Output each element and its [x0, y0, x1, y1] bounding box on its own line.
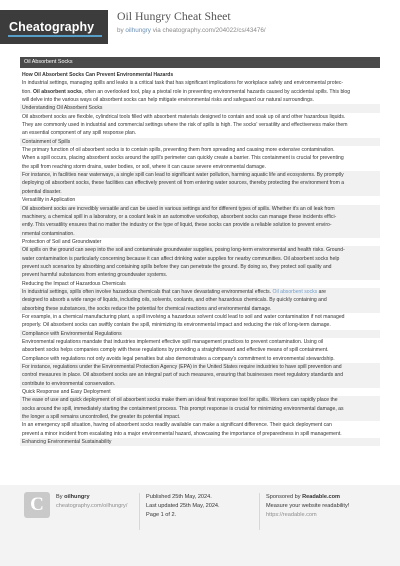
- sponsor-tagline: Measure your website readability!: [266, 503, 350, 509]
- footer-author-url[interactable]: cheatography.com/oilhungry/: [56, 503, 128, 509]
- content-line: In industrial settings, managing spills and leaks is a critical task that has significant implications for workplace safety and environmental protec-: [22, 80, 344, 87]
- section-content: [20, 71, 380, 484]
- content-line: water contamination is particularly concerning because it can affect drinking water supplies for nearby communities. Oil absorbent socks help: [20, 255, 380, 263]
- content-line: The primary function of oil absorbent socks is to contain spills, preventing them from spreading and causing more extensive contamination.: [22, 147, 335, 154]
- content-line: control measures in place. Oil absorbent socks are an integral part of such measures, ensuring that businesses meet regulatory standards and: [20, 371, 380, 379]
- inline-bold-term: Oil absorbent socks: [33, 88, 82, 95]
- footer-sponsor-column: [266, 493, 349, 520]
- content-line: prevent a minor incident from escalating into a major environmental hazard, showcasing the importance of preparedness in spill management.: [22, 430, 342, 437]
- sponsor-name[interactable]: Readable.com: [302, 494, 341, 500]
- content-line: Oil spills on the ground can seep into the soil and contaminate groundwater supplies, posing long-term environmental and health risks. Ground-: [20, 246, 380, 254]
- content-line: prevent such scenarios by absorbing and containing spills before they can penetrate the ground. By doing so, they protect soil quality and: [20, 263, 380, 271]
- logo-text: Cheatography: [9, 20, 95, 34]
- logo-underline: [8, 35, 102, 37]
- content-line: Versatility in Application: [22, 197, 76, 204]
- title-block: [117, 9, 266, 34]
- sponsor-prefix: Sponsored by: [266, 494, 301, 500]
- author-avatar: C: [24, 492, 50, 518]
- content-line: designed to absorb a wide range of liquids, including oils, solvents, coolants, and other hazardous chemicals. By quickly containing and: [20, 296, 380, 304]
- page-number: Page 1 of 2.: [146, 512, 177, 518]
- content-line: Protection of Soil and Groundwater: [22, 238, 102, 245]
- content-line: Containment of Spills: [20, 138, 380, 146]
- content-line: properly. Oil absorbent socks can swiftly contain the spill, minimizing its environmental impact and reducing the risk of long-term damage.: [22, 322, 331, 329]
- content-line: an essential component of any spill response plan.: [22, 130, 137, 137]
- sponsor-url[interactable]: https://readable.com: [266, 512, 317, 518]
- content-line: For instance, regulations under the Environmental Protection Agency (EPA) in the United States require industries to have spill prevention and: [20, 363, 380, 371]
- footer-dates-column: [146, 493, 220, 520]
- content-line: deploying oil absorbent socks, these facilities can effectively prevent oil from entering water sources, thereby protecting the environment from a: [20, 179, 380, 187]
- section-header: Oil Absorbent Socks: [20, 57, 380, 68]
- content-line: In industrial settings, spills often involve hazardous chemicals that can have devastating environmental effects. Oil absorbent socks are: [20, 288, 380, 296]
- footer-divider: [259, 493, 260, 530]
- updated-date: Last updated 25th May, 2024.: [146, 503, 220, 509]
- byline-author-link[interactable]: oilhungry: [125, 27, 151, 34]
- content-line: Environmental regulations mandate that industries implement effective spill management practices to prevent contamination. Using oil: [22, 339, 324, 345]
- content-line: ently. This versatility ensures that no matter the industry or the type of liquid, these socks can provide a reliable solution to prevent enviro-: [20, 221, 380, 229]
- content-line: The ease of use and quick deployment of oil absorbent socks make them an ideal first response tool for spills. Workers can rapidly place the: [20, 396, 380, 404]
- content-line: In an emergency spill situation, having oil absorbent socks readily available can make a significant difference. Their quick deployment can: [22, 422, 332, 429]
- content-line: For example, in a chemical manufacturing plant, a spill involving a hazardous solvent could lead to soil and water contamination if not managed: [22, 313, 345, 320]
- published-date: Published 25th May, 2024.: [146, 494, 212, 500]
- content-line: will delve into the various ways oil absorbent socks can help mitigate environmental risks and safeguard our natural surroundings.: [22, 97, 314, 104]
- content-line: tion. Oil absorbent socks, often an overlooked tool, play a pivotal role in preventing environmental hazards caused by accidental spills. This blog: [22, 88, 351, 95]
- footer-divider: [139, 493, 140, 530]
- content-line: Compliance with Environmental Regulations: [20, 330, 380, 338]
- content-line: Compliance with regulations not only avoids legal penalties but also demonstrates a company's commitment to environmental stewardship.: [22, 355, 335, 362]
- content-line: the spill from reaching storm drains, water bodies, or soil, where it can cause severe environmental damage.: [22, 163, 267, 170]
- byline-prefix: by: [117, 27, 124, 34]
- byline: [117, 27, 266, 34]
- content-line: potential disaster.: [20, 188, 380, 196]
- content-line: absorbing these substances, the socks reduce the potential for chemical reactions and environmental damage.: [20, 305, 380, 313]
- footer-by-label: By: [56, 494, 63, 500]
- content-line: For instance, in facilities near waterways, a single spill can lead to significant water pollution, harming aquatic life and ecosystems. By promptly: [20, 171, 380, 179]
- page-footer: [0, 485, 400, 566]
- content-line: When a spill occurs, placing absorbent socks around the spill's perimeter can quickly create a barrier. This containment is crucial for preventing: [22, 155, 344, 162]
- content-line: Quick Response and Easy Deployment: [22, 389, 111, 396]
- content-line: How Oil Absorbent Socks Can Prevent Environmental Hazards: [22, 72, 174, 78]
- content-line: Oil absorbent socks are flexible, cylindrical tools filled with absorbent materials designed to contain and soak up oil and other hazardous liquids.: [22, 113, 346, 120]
- content-line: nmental contamination.: [20, 230, 380, 238]
- inline-link[interactable]: Oil absorbent socks: [272, 288, 318, 295]
- content-line: contribute to environmental conservation.: [20, 380, 380, 388]
- content-line: Enhancing Environmental Sustainability: [20, 438, 380, 446]
- footer-author-column: [56, 493, 127, 511]
- content-line: machinery, a chemical spill in a laboratory, or a coolant leak in an automotive workshop, absorbent socks can manage these incidents effici-: [20, 213, 380, 221]
- content-line: absorbent socks helps companies comply with these regulations by providing a straightforward and effective means of spill containment.: [22, 347, 329, 354]
- footer-author-name[interactable]: oilhungry: [64, 494, 90, 500]
- cheatography-logo[interactable]: [0, 10, 108, 44]
- content-line: They are commonly used in industrial and commercial settings where the risk of spills is high. The socks' versatility and effectiveness make them: [22, 122, 348, 129]
- page-header: [0, 0, 400, 50]
- byline-url[interactable]: via cheatography.com/204022/cs/43476/: [152, 27, 266, 34]
- page-title: Oil Hungry Cheat Sheet: [117, 9, 231, 23]
- content-line: Reducing the Impact of Hazardous Chemicals: [22, 280, 126, 287]
- content-line: the longer a spill remains uncontrolled, the greater its potential impact.: [20, 413, 380, 421]
- content-line: socks around the spill, immediately starting the containment process. This prompt response is crucial for minimizing environmental damage, as: [20, 405, 380, 413]
- content-line: prevent harmful substances from entering groundwater systems.: [20, 271, 380, 279]
- content-line: Understanding Oil Absorbent Socks: [20, 104, 380, 112]
- content-line: Oil absorbent socks are incredibly versatile and can be used in various settings and for different types of spills. Whether it's an oil leak from: [20, 205, 380, 213]
